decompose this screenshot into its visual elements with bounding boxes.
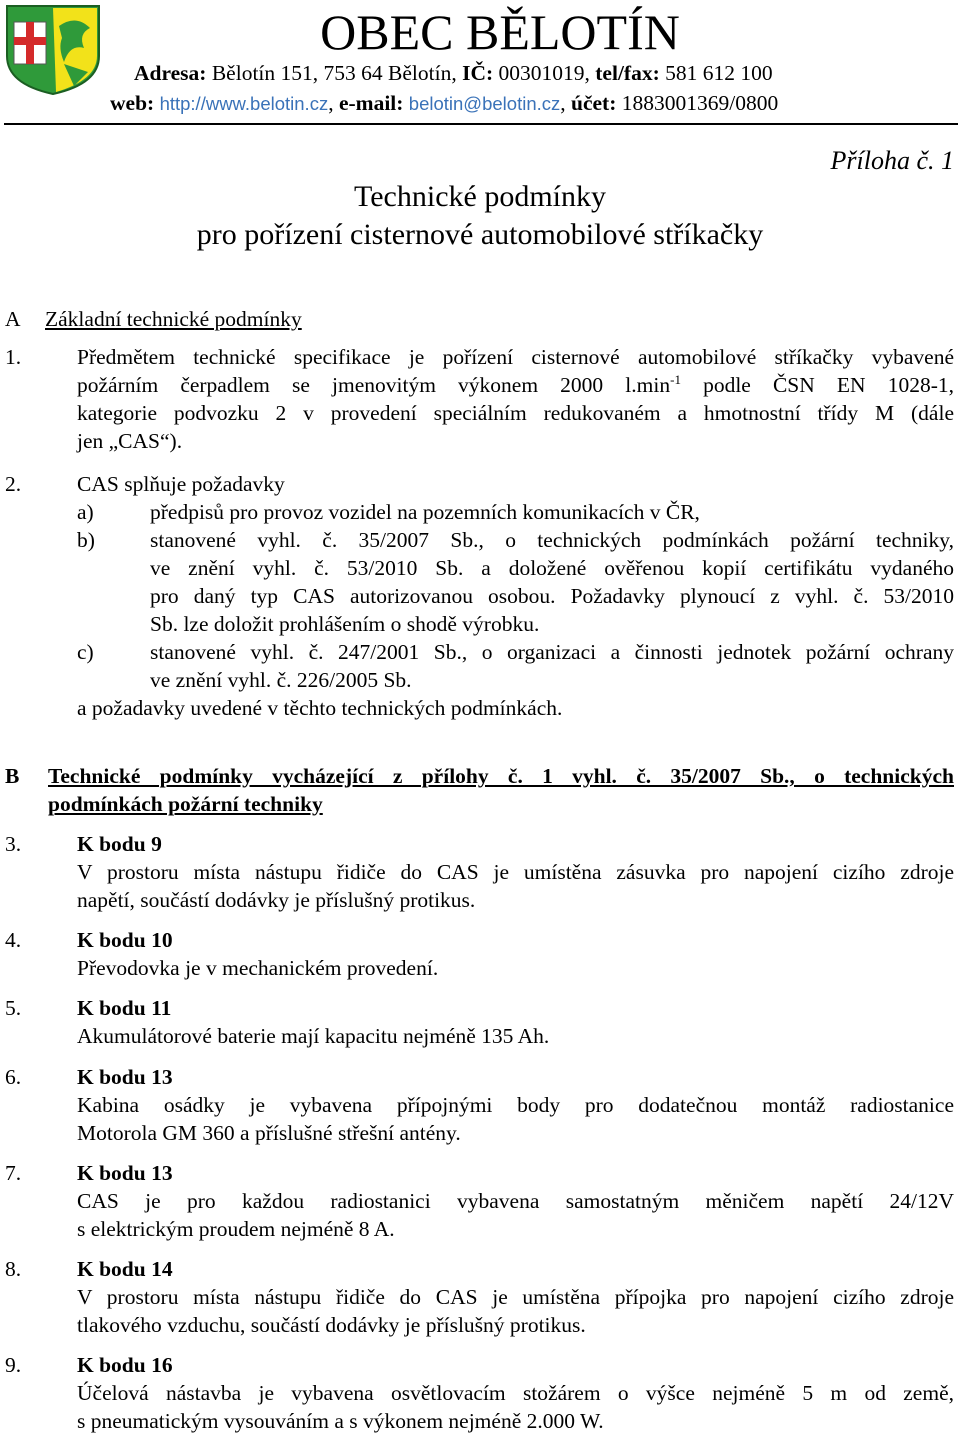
section-b-letter: B (5, 764, 20, 788)
item-2-b-line-3: pro daný typ CAS autorizovanou osobou. Požadavky plynoucí z vyhl. č. 53/2010 (150, 584, 954, 608)
item-5-heading: K bodu 11 (77, 996, 172, 1020)
item-6-line-2: Motorola GM 360 a příslušné střešní antény. (77, 1121, 461, 1145)
item-2-number: 2. (5, 472, 22, 496)
item-4-number: 4. (5, 928, 22, 952)
header-divider (4, 123, 958, 125)
item-5-line-1: Akumulátorové baterie mají kapacitu nejméně 135 Ah. (77, 1024, 550, 1048)
item-8-line-1: V prostoru místa nástupu řidiče do CAS je umístěna přípojka pro napojení cizího zdroje (77, 1285, 954, 1309)
municipal-coat-of-arms (4, 4, 102, 96)
item-2-c-label: c) (77, 640, 94, 664)
item-2-intro: CAS splňuje požadavky (77, 472, 285, 496)
item-2-b-label: b) (77, 528, 95, 552)
item-2-b-line-2: ve znění vyhl. č. 53/2010 Sb. a doložené ověřenou kopií certifikátu vydaného (150, 556, 954, 580)
item-6-number: 6. (5, 1065, 22, 1089)
section-b-title-line-2: podmínkách požární techniky (48, 792, 323, 816)
item-6-heading: K bodu 13 (77, 1065, 173, 1089)
address-value: Bělotín 151, 753 64 Bělotín, (206, 61, 463, 85)
item-1-line-4: jen „CAS“). (77, 429, 183, 453)
item-1-line-2a: požárním čerpadlem se jmenovitým výkonem 2000 l.min (77, 373, 671, 397)
item-5-number: 5. (5, 996, 22, 1020)
item-9-line-1: Účelová nástavba je vybavena osvětlovacím stožárem o výšce nejméně 5 m od země, (77, 1381, 954, 1405)
item-4-heading: K bodu 10 (77, 928, 173, 952)
web-link[interactable]: http://www.belotin.cz (159, 93, 329, 114)
item-7-heading: K bodu 13 (77, 1161, 173, 1185)
section-a-title: Základní technické podmínky (45, 307, 302, 331)
item-1-line-1: Předmětem technické specifikace je pořízení cisternové automobilové stříkačky vybavené (77, 345, 954, 369)
item-7-line-1: CAS je pro každou radiostanici vybavena samostatným měničem napětí 24/12V (77, 1189, 954, 1213)
section-b-title-line-1: Technické podmínky vycházející z přílohy č. 1 vyhl. č. 35/2007 Sb., o technických (48, 764, 954, 788)
municipality-title: OBEC BĚLOTÍN (320, 4, 680, 60)
email-label: e-mail: (338, 91, 404, 115)
account-label: účet: (571, 91, 617, 115)
item-2-a-text: předpisů pro provoz vozidel na pozemních komunikacích v ČR, (150, 500, 700, 524)
address-line (134, 58, 773, 88)
contact-line: web: http://www.belotin.cz, e-mail: belotin@belotin.cz, účet: 1883001369/0800 (110, 91, 779, 115)
ic-label: IČ: (462, 61, 494, 85)
attachment-label: Příloha č. 1 (830, 146, 954, 175)
item-8-line-2: tlakového vzduchu, součástí dodávky je příslušný protikus. (77, 1313, 586, 1337)
item-2-a-label: a) (77, 500, 94, 524)
address-label: Adresa: (134, 61, 207, 85)
item-7-number: 7. (5, 1161, 22, 1185)
email-link[interactable]: belotin@belotin.cz (408, 93, 561, 114)
item-1-line-2b: podle ČSN EN 1028-1, (680, 373, 954, 397)
item-6-line-1: Kabina osádky je vybavena přípojnými body pro dodatečnou montáž radiostanice (77, 1093, 954, 1117)
item-3-number: 3. (5, 832, 22, 856)
item-9-line-2: s pneumatickým vysouváním a s výkonem nejméně 2.000 W. (77, 1409, 604, 1433)
item-1-exponent: -1 (670, 371, 681, 387)
document-title-line2: pro pořízení cisternové automobilové stříkačky (196, 218, 764, 251)
tel-value: 581 612 100 (659, 61, 773, 85)
item-2-c-line-2: ve znění vyhl. č. 226/2005 Sb. (150, 668, 412, 692)
section-a-letter: A (5, 307, 21, 331)
web-label: web: (110, 91, 155, 115)
item-2-b-line-1: stanovené vyhl. č. 35/2007 Sb., o technických podmínkách požární techniky, (150, 528, 954, 552)
item-4-line-1: Převodovka je v mechanickém provedení. (77, 956, 439, 980)
item-8-number: 8. (5, 1257, 22, 1281)
item-2-outro: a požadavky uvedené v těchto technických podmínkách. (77, 696, 563, 720)
item-3-heading: K bodu 9 (77, 832, 162, 856)
item-8-heading: K bodu 14 (77, 1257, 173, 1281)
item-9-number: 9. (5, 1353, 22, 1377)
item-1-line-2 (77, 371, 954, 399)
ic-value: 00301019, (493, 61, 596, 85)
item-9-heading: K bodu 16 (77, 1353, 173, 1377)
document-title-line1: Technické podmínky (354, 180, 606, 213)
item-1-number: 1. (5, 345, 22, 369)
item-3-line-2: napětí, součástí dodávky je příslušný protikus. (77, 888, 476, 912)
item-3-line-1: V prostoru místa nástupu řidiče do CAS je umístěna zásuvka pro napojení cizího zdroje (77, 860, 954, 884)
item-7-line-2: s elektrickým proudem nejméně 8 A. (77, 1217, 395, 1241)
item-2-c-line-1: stanovené vyhl. č. 247/2001 Sb., o organizaci a činnosti jednotek požární ochrany (150, 640, 954, 664)
item-1-line-3: kategorie podvozku 2 v provedení speciálním redukovaném a hmotnostní třídy M (dále (77, 401, 954, 425)
item-2-b-line-4: Sb. lze doložit prohlášením o shodě výrobku. (150, 612, 540, 636)
account-value: 1883001369/0800 (616, 91, 779, 115)
tel-label: tel/fax: (595, 61, 660, 85)
